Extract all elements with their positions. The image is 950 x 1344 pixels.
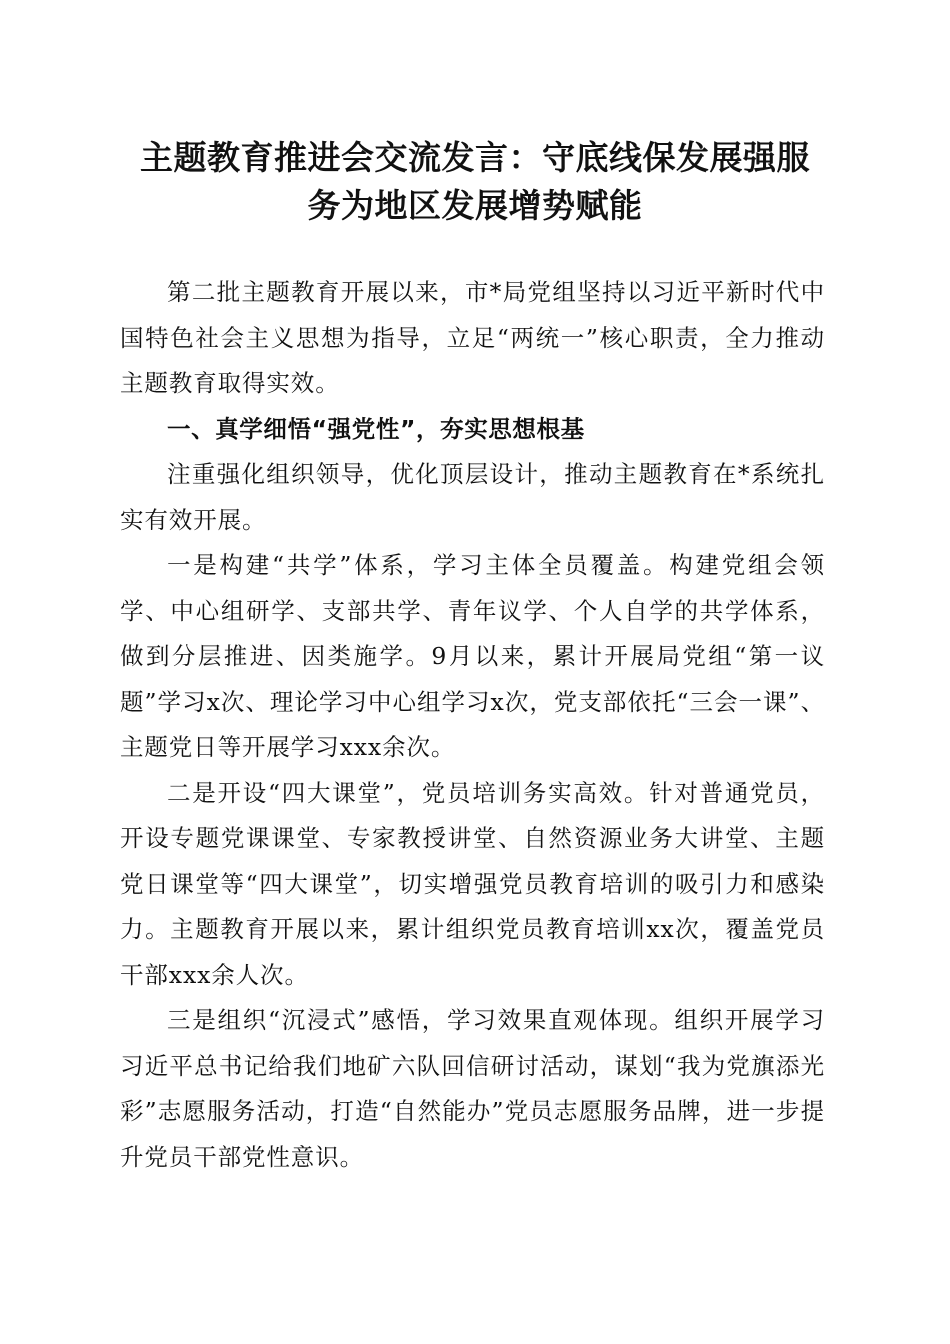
point-2-paragraph: 二是开设“四大课堂”，党员培训务实高效。针对普通党员，开设专题党课课堂、专家教授讲堂、自然资源业务大讲堂、主题党日课堂等“四大课堂”，切实增强党员教育培训的吸引力和感染力。主题教育开展以来，累计组织党员教育培训xx次，覆盖党员干部xxx余人次。: [120, 778, 825, 989]
title-line-2: 务为地区发展增势赋能: [307, 186, 643, 225]
section-1-intro-paragraph: 注重强化组织领导，优化顶层设计，推动主题教育在*系统扎实有效开展。: [120, 460, 825, 534]
point-3-paragraph: 三是组织“沉浸式”感悟，学习效果直观体现。组织开展学习习近平总书记给我们地矿六队回信研讨活动，谋划“我为党旗添光彩”志愿服务活动，打造“自然能办”党员志愿服务品牌，进一步提升党员干部党性意识。: [120, 1006, 825, 1171]
title-line-1: 主题教育推进会交流发言：守底线保发展强服: [140, 138, 810, 177]
section-heading-1: 一、真学细悟“强党性”，夯实思想根基: [167, 414, 585, 443]
document-title: [110, 134, 840, 230]
document-body: [120, 270, 825, 1180]
point-1-paragraph: 一是构建“共学”体系，学习主体全员覆盖。构建党组会领学、中心组研学、支部共学、青年议学、个人自学的共学体系，做到分层推进、因类施学。9月以来，累计开展局党组“第一议题”学习x次、理论学习中心组学习x次，党支部依托“三会一课”、主题党日等开展学习xxx余次。: [120, 551, 825, 761]
intro-paragraph: 第二批主题教育开展以来，市*局党组坚持以习近平新时代中国特色社会主义思想为指导，立足“两统一”核心职责，全力推动主题教育取得实效。: [120, 278, 825, 397]
